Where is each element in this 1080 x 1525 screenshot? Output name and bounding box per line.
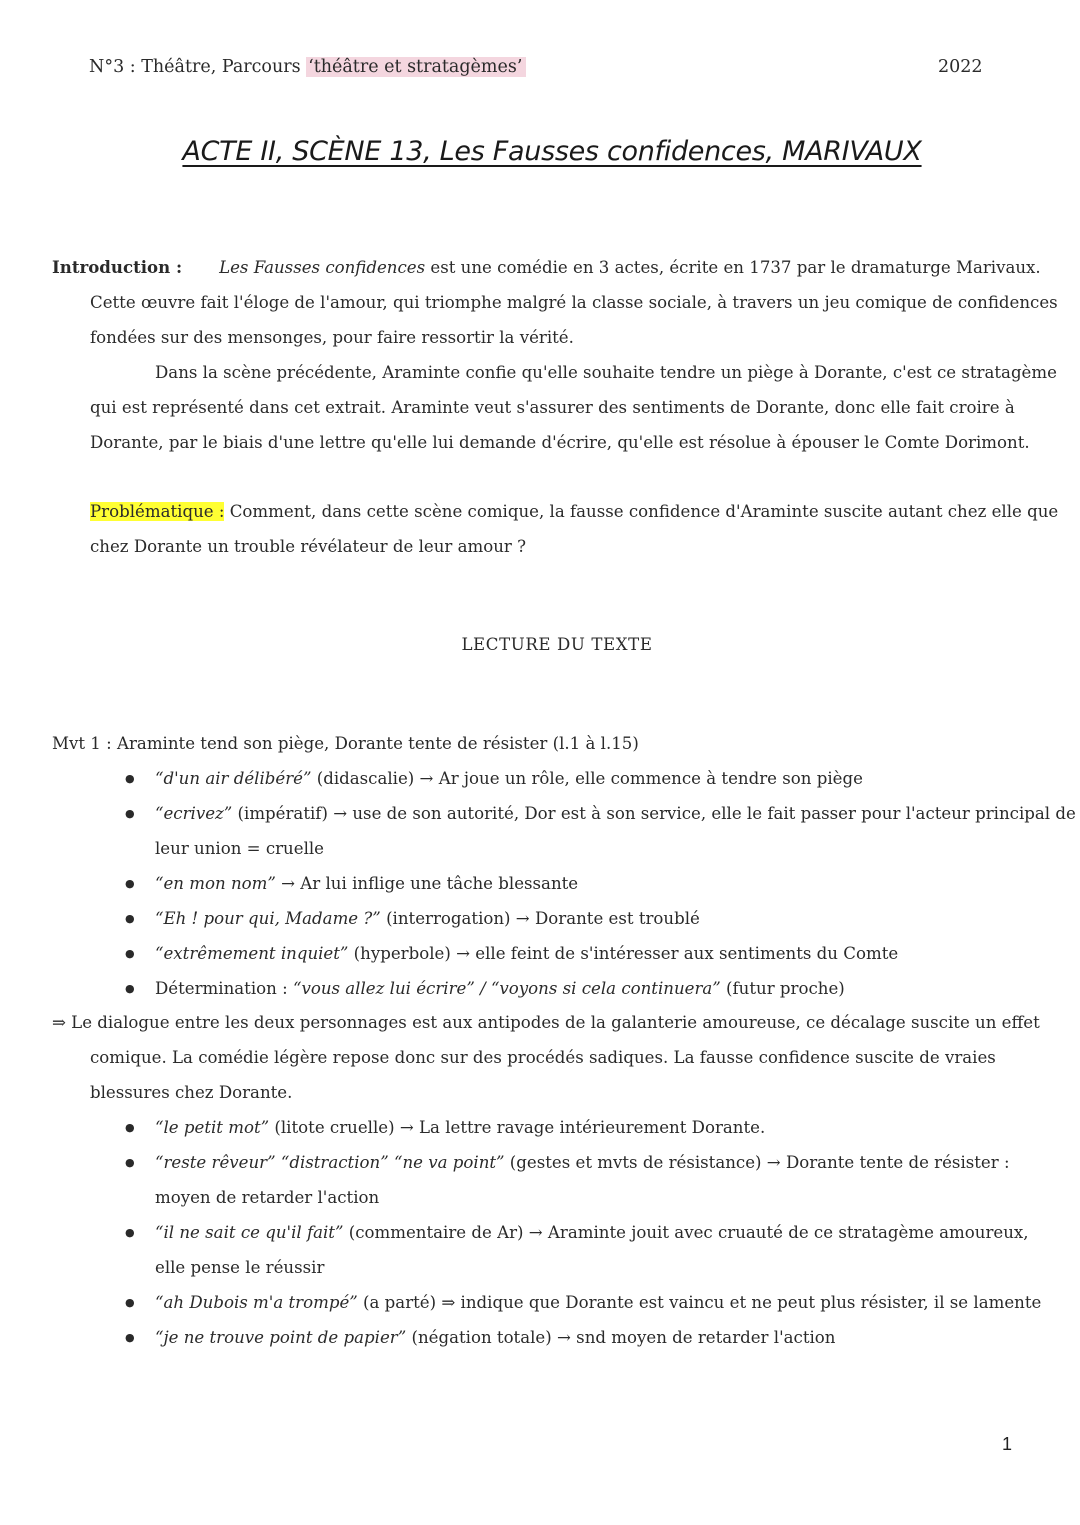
bullet-text: (didascalie) → Ar joue un rôle, elle commence à tendre son piège [311, 769, 863, 789]
intro-paragraph-1 [52, 250, 1062, 356]
bullet-quote: “Eh ! pour qui, Madame ?” [155, 908, 381, 928]
bullet-text: (interrogation) → Dorante est troublé [380, 908, 700, 928]
intro-text-1: est une comédie en 3 actes, écrite en 1737 par le dramaturge Marivaux. Cette œuvre fait l'éloge de l'amour, qui triomphe malgré la classe sociale, à travers un jeu comique de confidences fondées sur des mensonges, pour faire ressortir la vérité. [90, 258, 1058, 347]
bullet-quote: “il ne sait ce qu'il fait” [155, 1222, 344, 1242]
bullet-text: (futur proche) [720, 978, 845, 998]
work-title: Les Fausses confidences [219, 258, 426, 277]
list-item [155, 972, 1062, 1007]
intro-label: Introduction : [52, 257, 183, 277]
problematique-paragraph [52, 495, 1062, 565]
list-item [155, 797, 1080, 867]
bullet-quote: “je ne trouve point de papier” [155, 1327, 407, 1347]
list-item [155, 1321, 1062, 1356]
bullet-text: (impératif) → use de son autorité, Dor est à son service, elle le fait passer pour l'acteur principal de leur union = cruelle [155, 803, 1076, 858]
bullet-quote: “d'un air délibéré” [155, 769, 312, 789]
list-item [155, 1146, 1062, 1216]
list-item [155, 1216, 1062, 1286]
list-item [155, 762, 1062, 797]
lecture-heading: LECTURE DU TEXTE [461, 635, 653, 655]
mvt1-conclusion: ⇒ Le dialogue entre les deux personnages est aux antipodes de la galanterie amoureuse, ce décalage suscite un effet comique. La comédie légère repose donc sur des procédés sadiques. La fausse confidence suscite de vraies blessures chez Dorante. [52, 1013, 1040, 1103]
mvt1-heading: Mvt 1 : Araminte tend son piège, Dorante tente de résister (l.1 à l.15) [52, 734, 639, 754]
bullet-text: (a parté) ⇒ indique que Dorante est vaincu et ne peut plus résister, il se lamente [357, 1292, 1042, 1312]
list-item [155, 867, 1062, 902]
list-item [155, 937, 1062, 972]
bullet-text: → Ar lui inflige une tâche blessante [275, 873, 579, 893]
bullet-quote: “ah Dubois m'a trompé” [155, 1292, 358, 1312]
bullet-quote: “ecrivez” [155, 803, 233, 823]
header-prefix: N°3 : Théâtre, Parcours [89, 57, 307, 77]
bullet-quote: “en mon nom” [155, 873, 276, 893]
problematique-text: Comment, dans cette scène comique, la fausse confidence d'Araminte suscite autant chez elle que chez Dorante un trouble révélateur de leur amour ? [90, 502, 1059, 557]
bullet-text: (hyperbole) → elle feint de s'intéresser aux sentiments du Comte [348, 943, 899, 963]
list-item [155, 1286, 1062, 1321]
header-course [89, 54, 526, 80]
bullet-quote: “vous allez lui écrire” / “voyons si cela continuera” [292, 978, 721, 998]
header-parcours-highlight: ‘théâtre et stratagèmes’ [306, 57, 526, 77]
bullet-quote: “extrêmement inquiet” [155, 943, 349, 963]
bullet-text: (commentaire de Ar) → Araminte jouit avec cruauté de ce stratagème amoureux, elle pense le réussir [155, 1222, 1029, 1277]
list-item [155, 902, 1062, 937]
document-body [52, 250, 1076, 1355]
mvt1-bullet-list-2 [52, 1111, 1062, 1355]
problematique-label: Problématique : [90, 502, 225, 522]
bullet-text: (gestes et mvts de résistance) → Dorante tente de résister : moyen de retarder l'action [155, 1153, 1010, 1207]
header-year: 2022 [938, 57, 983, 77]
bullet-quote: “le petit mot” [155, 1118, 270, 1138]
mvt1-bullet-list [52, 762, 1076, 1006]
bullet-text: (litote cruelle) → La lettre ravage intérieurement Dorante. [269, 1118, 766, 1138]
intro-paragraph-2: Dans la scène précédente, Araminte confie qu'elle souhaite tendre un piège à Dorante, c'est ce stratagème qui est représenté dans cet extrait. Araminte veut s'assurer des sentiments de Dorante, donc elle fait croire à Dorante, par le biais d'une lettre qu'elle lui demande d'écrire, qu'elle est résolue à épouser le Comte Dorimont. [90, 362, 1057, 452]
bullet-prefix: Détermination : [155, 978, 293, 998]
bullet-text: (négation totale) → snd moyen de retarder l'action [406, 1327, 836, 1347]
page-number: 1 [1002, 1434, 1013, 1454]
bullet-quote: “reste rêveur” “distraction” “ne va point” [155, 1153, 505, 1173]
list-item [155, 1111, 1062, 1146]
page-title: ACTE II, SCÈNE 13, Les Fausses confidences, MARIVAUX [182, 136, 922, 167]
